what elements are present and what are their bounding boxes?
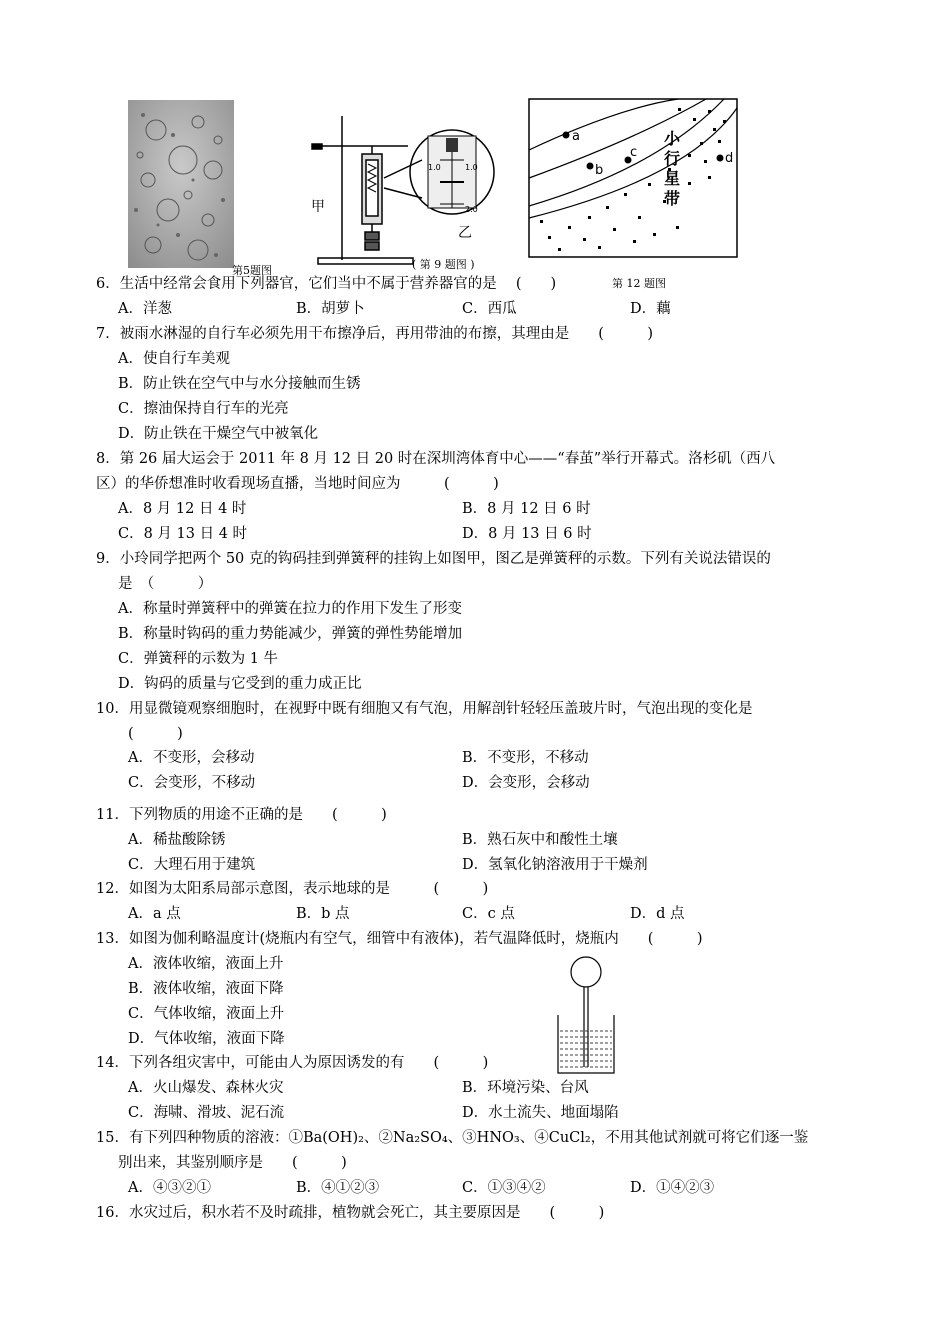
belt-label-char: 行 (664, 149, 681, 168)
point-label-b: b (595, 163, 604, 178)
question-8-option-d: D．8 月 13 日 6 时 (462, 526, 592, 542)
figure-9-caption: ( 第 9 题图 ) (412, 258, 475, 271)
question-15-option-b: B．④①②③ (296, 1180, 380, 1196)
belt-label-char: 小 (664, 129, 681, 148)
question-15-stem: 15．有下列四种物质的溶液：①Ba(OH)₂、②Na₂SO₄、③HNO₃、④CuCl₂，不用其他试剂就可将它们逐一鉴 (96, 1130, 809, 1146)
question-7-option-a: A．使自行车美观 (118, 351, 230, 367)
figure-9-label-yi: 乙 (458, 225, 472, 241)
question-11-stem: 11．下列物质的用途不正确的是 ( ) (96, 807, 387, 823)
figure-9-label-jia: 甲 (311, 199, 325, 215)
question-8-option-b: B．8 月 12 日 6 时 (462, 501, 591, 517)
question-13-stem: 13．如图为伽利略温度计(烧瓶内有空气，细管中有液体)，若气温降低时，烧瓶内 ( ) (96, 931, 703, 947)
question-14-option-a: A．火山爆发、森林火灾 (128, 1080, 284, 1096)
figure-12-caption: 第 12 题图 (612, 277, 666, 290)
question-14-option-d: D．水土流失、地面塌陷 (462, 1105, 619, 1121)
question-14-option-b: B．环境污染、台风 (462, 1080, 589, 1096)
question-12-option-a: A．a 点 (128, 906, 181, 922)
belt-label-char: 星 (664, 169, 681, 188)
question-12-option-d: D．d 点 (630, 906, 685, 922)
question-14-option-c: C．海啸、滑坡、泥石流 (128, 1105, 285, 1121)
question-6-option-b: B．胡萝卜 (296, 301, 365, 317)
question-12-stem: 12．如图为太阳系局部示意图，表示地球的是 ( ) (96, 881, 489, 897)
question-7-option-c: C．擦油保持自行车的光亮 (118, 401, 289, 417)
question-6-option-c: C．西瓜 (462, 301, 517, 317)
question-15-stem-cont: 别出来，其鉴别顺序是 ( ) (118, 1155, 347, 1171)
solar-system-diagram (528, 98, 738, 258)
question-16-stem: 16．水灾过后，积水若不及时疏排，植物就会死亡，其主要原因是 ( ) (96, 1205, 605, 1221)
moon-surface-photo (128, 100, 234, 268)
question-6-option-a: A．洋葱 (118, 301, 172, 317)
question-11-option-a: A．稀盐酸除锈 (128, 832, 226, 848)
question-8-stem: 8．第 26 届大运会于 2011 年 8 月 12 日 20 时在深圳湾体育中心——“春茧”举行开幕式。洛杉矶（西八 (96, 451, 776, 467)
point-label-c: c (630, 145, 638, 160)
question-15-option-a: A．④③②① (128, 1180, 211, 1196)
question-9-stem: 9．小玲同学把两个 50 克的钩码挂到弹簧秤的挂钩上如图甲，图乙是弹簧秤的示数。下列有关说法错误的 (96, 551, 771, 567)
question-6-option-d: D．藕 (630, 301, 671, 317)
question-13-option-d: D．气体收缩，液面下降 (128, 1031, 285, 1047)
question-11-option-b: B．熟石灰中和酸性土壤 (462, 832, 618, 848)
question-7-stem: 7．被雨水淋湿的自行车必须先用干布擦净后，再用带油的布擦，其理由是 ( ) (96, 326, 654, 342)
point-label-d: d (725, 151, 734, 166)
question-9-option-c: C．弹簧秤的示数为 1 牛 (118, 651, 279, 667)
question-14-stem: 14．下列各组灾害中，可能由人为原因诱发的有 ( ) (96, 1055, 489, 1071)
question-15-option-d: D．①④②③ (630, 1180, 715, 1196)
question-10-option-a: A．不变形，会移动 (128, 750, 255, 766)
question-10-option-c: C．会变形，不移动 (128, 775, 256, 791)
question-9-stem-cont: 是 （ ） (118, 576, 213, 592)
question-7-option-d: D．防止铁在干燥空气中被氧化 (118, 426, 319, 442)
question-9-option-a: A．称量时弹簧秤中的弹簧在拉力的作用下发生了形变 (118, 601, 462, 617)
question-10-option-b: B．不变形，不移动 (462, 750, 589, 766)
scale-tick-label: 1.0 (428, 163, 441, 172)
question-9-option-b: B．称量时钩码的重力势能减少，弹簧的弹性势能增加 (118, 626, 463, 642)
question-7-option-b: B．防止铁在空气中与水分接触而生锈 (118, 376, 361, 392)
question-11-option-c: C．大理石用于建筑 (128, 857, 256, 873)
question-10-stem: 10．用显微镜观察细胞时，在视野中既有细胞又有气泡，用解剖针轻轻压盖玻片时，气泡出现的变化是 (96, 701, 753, 717)
question-8-option-a: A．8 月 12 日 4 时 (118, 501, 247, 517)
galileo-thermometer-figure (555, 955, 617, 1075)
scale-tick-label: 1.0 (465, 163, 478, 172)
question-12-option-c: C．c 点 (462, 906, 515, 922)
question-13-option-b: B．液体收缩，液面下降 (128, 981, 284, 997)
question-13-option-a: A．液体收缩，液面上升 (128, 956, 284, 972)
question-8-stem-cont: 区）的华侨想准时收看现场直播，当地时间应为 ( ) (96, 476, 499, 492)
question-6-stem: 6．生活中经常会食用下列器官，它们当中不属于营养器官的是 ( ) (96, 276, 557, 292)
point-label-a: a (572, 129, 580, 144)
question-13-option-c: C．气体收缩，液面上升 (128, 1006, 285, 1022)
spring-scale-figure (300, 108, 505, 270)
question-10-stem-cont: ( ) (128, 726, 183, 742)
scale-tick-label: 2.0 (465, 205, 478, 214)
figure-5-caption: 第5题图 (232, 264, 272, 277)
question-8-option-c: C．8 月 13 日 4 时 (118, 526, 248, 542)
question-10-option-d: D．会变形，会移动 (462, 775, 590, 791)
question-15-option-c: C．①③④② (462, 1180, 546, 1196)
question-9-option-d: D．钩码的质量与它受到的重力成正比 (118, 676, 362, 692)
belt-label-char: 带 (664, 189, 681, 208)
question-11-option-d: D．氢氧化钠溶液用于干燥剂 (462, 857, 648, 873)
question-12-option-b: B．b 点 (296, 906, 350, 922)
